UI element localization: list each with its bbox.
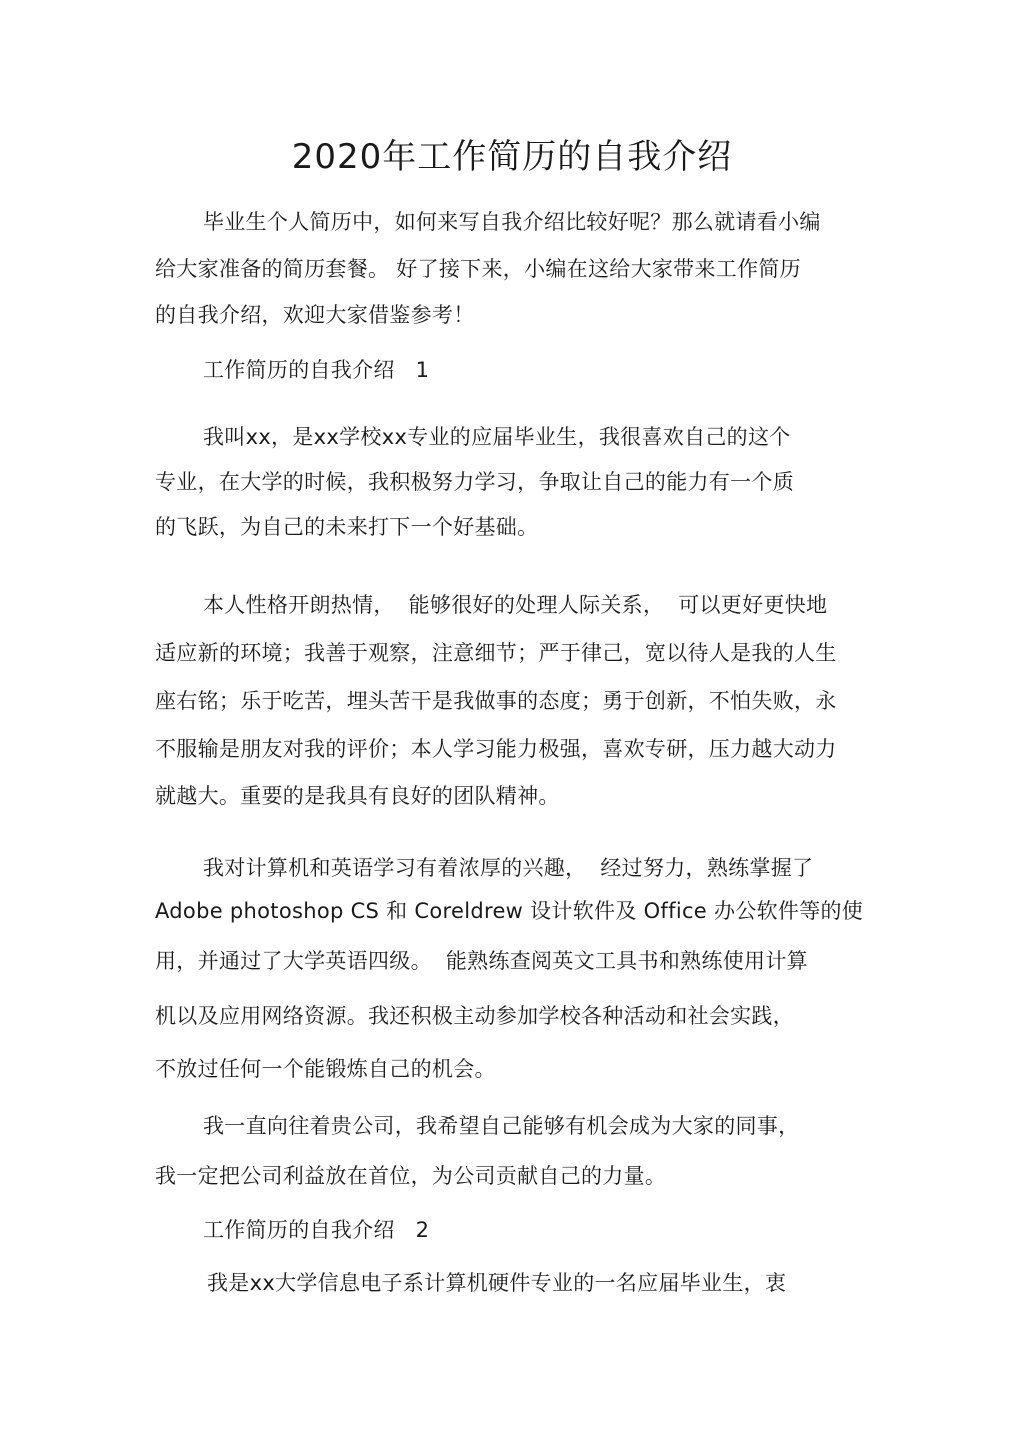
- section-heading: 工作简历的自我介绍 2: [203, 1218, 430, 1242]
- paragraph-line: 专业，在大学的时候，我积极努力学习，争取让自己的能力有一个质: [155, 470, 794, 494]
- paragraph-line: 不放过任何一个能锻炼自己的机会。: [155, 1057, 496, 1081]
- paragraph-line: 毕业生个人简历中，如何来写自我介绍比较好呢？那么就请看小编: [203, 210, 821, 234]
- paragraph-line: Adobe photoshop CS 和 Coreldrew 设计软件及 Office 办公软件等的使: [155, 899, 864, 923]
- paragraph-line: 我对计算机和英语学习有着浓厚的兴趣， 经过努力，熟练掌握了: [203, 856, 814, 880]
- paragraph-line: 我一定把公司利益放在首位，为公司贡献自己的力量。: [155, 1164, 667, 1188]
- paragraph-line: 我叫xx，是xx学校xx专业的应届毕业生，我很喜欢自己的这个: [203, 425, 791, 449]
- paragraph-line: 我一直向往着贵公司，我希望自己能够有机会成为大家的同事，: [203, 1114, 800, 1138]
- paragraph-line: 的自我介绍，欢迎大家借鉴参考！: [155, 303, 475, 327]
- section-heading: 工作简历的自我介绍 1: [203, 358, 430, 382]
- paragraph-line: 适应新的环境；我善于观察，注意细节；严于律己，宽以待人是我的人生: [155, 641, 837, 665]
- paragraph-line: 本人性格开朗热情， 能够很好的处理人际关系， 可以更好更快地: [203, 593, 828, 617]
- paragraph-line: 不服输是朋友对我的评价；本人学习能力极强，喜欢专研，压力越大动力: [155, 737, 837, 761]
- paragraph-line: 用，并通过了大学英语四级。 能熟练查阅英文工具书和熟练使用计算: [155, 949, 808, 973]
- paragraph-line: 的飞跃，为自己的未来打下一个好基础。: [155, 515, 539, 539]
- paragraph-line: 就越大。重要的是我具有良好的团队精神。: [155, 784, 560, 808]
- paragraph-line: 座右铭；乐于吃苦，埋头苦干是我做事的态度；勇于创新，不怕失败，永: [155, 689, 837, 713]
- paragraph-line: 我是xx大学信息电子系计算机硬件专业的一名应届毕业生，衷: [207, 1271, 787, 1295]
- paragraph-line: 给大家准备的简历套餐。 好了接下来，小编在这给大家带来工作简历: [155, 257, 801, 281]
- document-title: 2020年工作简历的自我介绍: [291, 137, 733, 177]
- paragraph-line: 机以及应用网络资源。我还积极主动参加学校各种活动和社会实践，: [155, 1004, 794, 1028]
